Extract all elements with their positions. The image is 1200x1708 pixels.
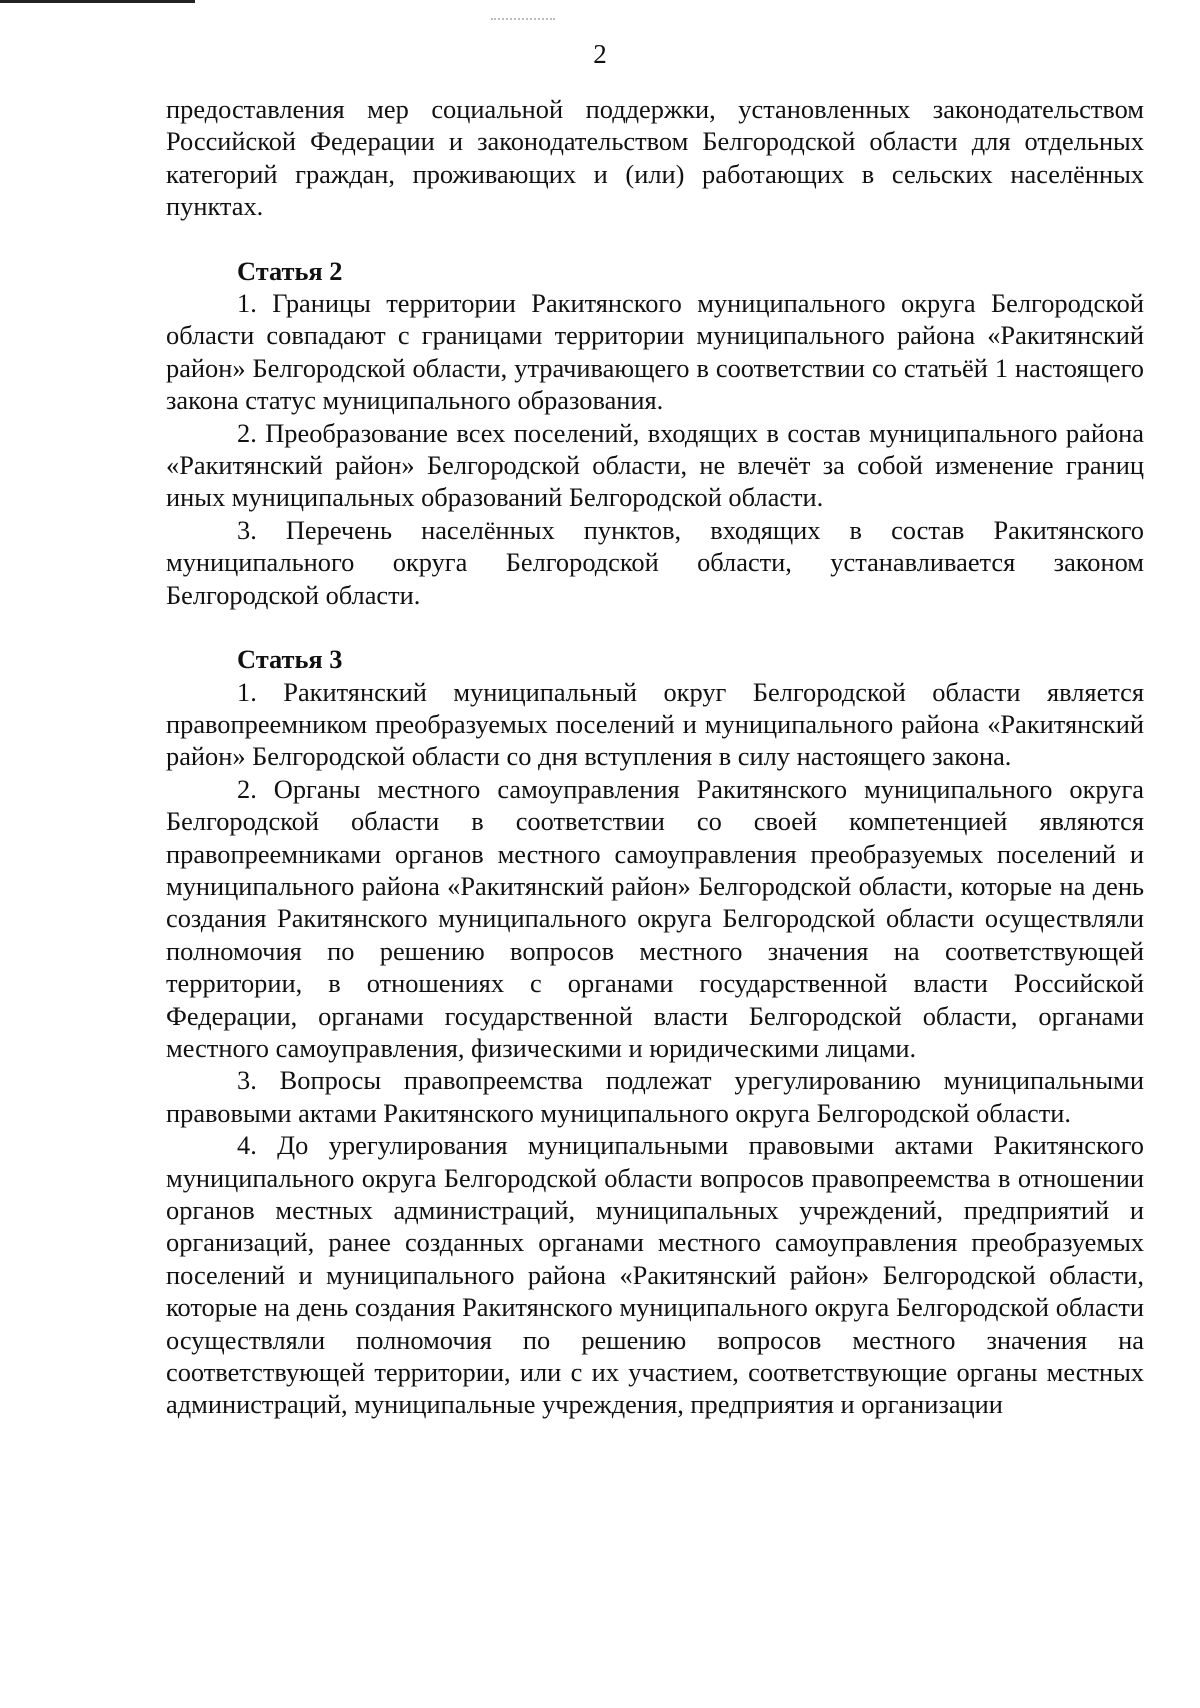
section-gap	[166, 223, 1144, 255]
article-3-item-2: 2. Органы местного самоуправления Ракитянского муниципального округа Белгородской области в соответствии со своей компетенцией являются правопреемниками органов местного самоуправления преобразуемых поселений и муниципального района «Ракитянский район» Белгородской области, которые на день создания Ракитянского муниципального округа Белгородской области осуществляли полномочия по решению вопросов местного значения на соответствующей территории, в отношениях с органами государственной власти Российской Федерации, органами государственной власти Белгородской области, органами местного самоуправления, физическими и юридическими лицами.	[166, 773, 1144, 1063]
section-gap	[166, 611, 1144, 643]
document-body	[166, 93, 1144, 1421]
article-2-heading: Статья 2	[237, 255, 343, 286]
scan-edge-line	[0, 0, 195, 3]
article-2	[166, 255, 1144, 611]
article-3-item-3: 3. Вопросы правопреемства подлежат урегулированию муниципальными правовыми актами Ракитянского муниципального округа Белгородской области.	[166, 1065, 1144, 1128]
article-3-item-1: 1. Ракитянский муниципальный округ Белгородской области является правопреемником преобразуемых поселений и муниципального района «Ракитянский район» Белгородской области со дня вступления в силу настоящего закона.	[166, 676, 1144, 772]
intro-paragraph: предоставления мер социальной поддержки, установленных законодательством Российской Федерации и законодательством Белгородской области для отдельных категорий граждан, проживающих и (или) работающих в сельских населённых пунктах.	[166, 94, 1144, 222]
article-3	[166, 643, 1144, 1421]
article-2-item-3: 3. Перечень населённых пунктов, входящих в состав Ракитянского муниципального округа Белгородской области, устанавливается законом Белгородской области.	[166, 514, 1144, 610]
article-3-item-4: 4. До урегулирования муниципальными правовыми актами Ракитянского муниципального округа Белгородской области вопросов правопреемства в отношении органов местных администраций, муниципальных учреждений, предприятий и организаций, ранее созданных органами местного самоуправления преобразуемых поселений и муниципального района «Ракитянский район» Белгородской области, которые на день создания Ракитянского муниципального округа Белгородской области осуществляли полномочия по решению вопросов местного значения на соответствующей территории, или с их участием, соответствующие органы местных администраций, муниципальные учреждения, предприятия и организации	[166, 1130, 1144, 1420]
article-3-heading: Статья 3	[237, 644, 343, 675]
article-2-item-1: 1. Границы территории Ракитянского муниципального округа Белгородской области совпадают с границами территории муниципального района «Ракитянский район» Белгородской области, утрачивающего в соответствии со статьёй 1 настоящего закона статус муниципального образования.	[166, 288, 1144, 416]
page-number: 2	[593, 39, 607, 69]
article-2-item-2: 2. Преобразование всех поселений, входящих в состав муниципального района «Ракитянский район» Белгородской области, не влечёт за собой изменение границ иных муниципальных образований Белгородской области.	[166, 417, 1144, 513]
scan-artifact-mark	[491, 18, 555, 22]
